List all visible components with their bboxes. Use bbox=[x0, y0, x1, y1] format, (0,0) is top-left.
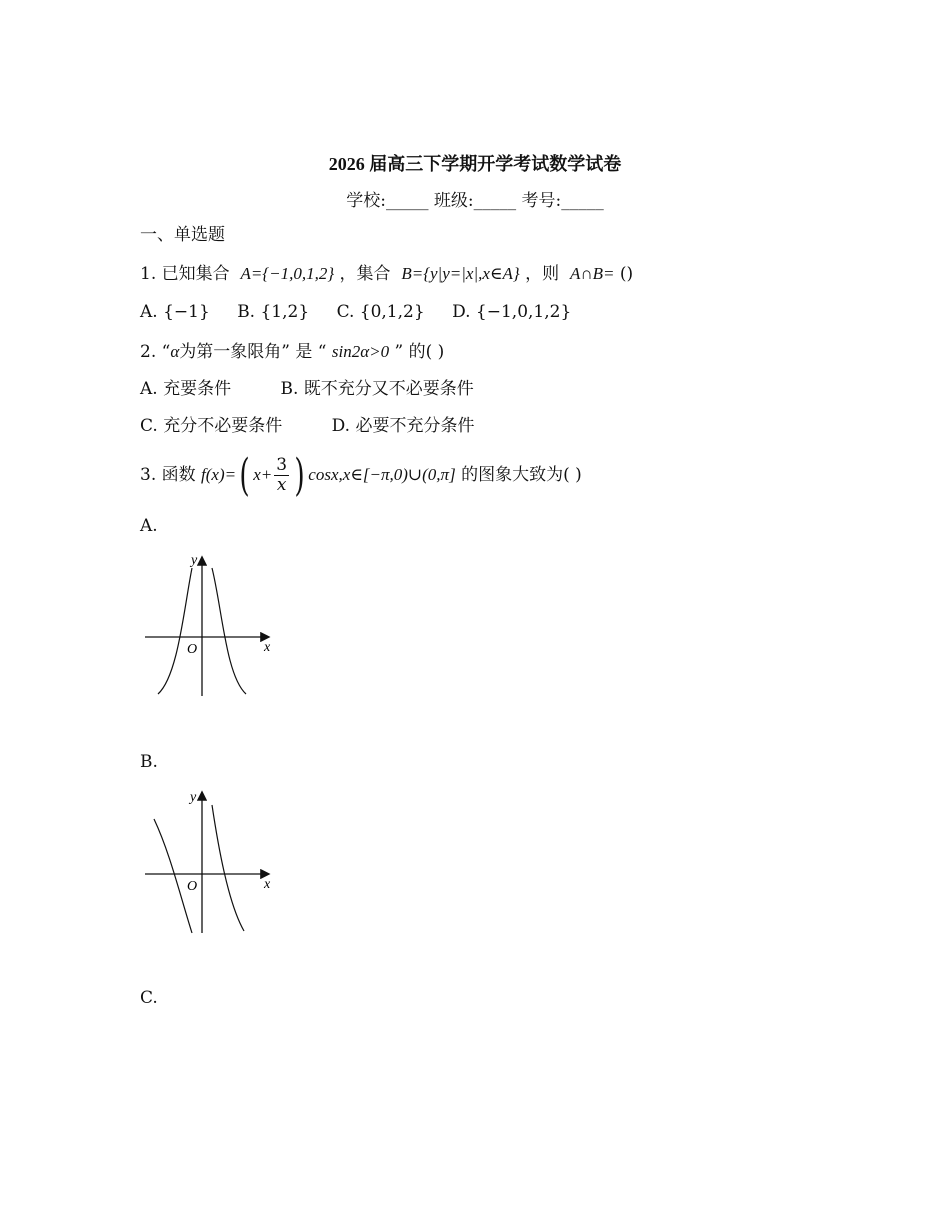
fraction-denominator: x bbox=[276, 475, 287, 495]
curve-right bbox=[212, 568, 246, 694]
left-paren: ( bbox=[239, 449, 250, 501]
option-c[interactable]: C. 充分不必要条件 bbox=[140, 416, 283, 436]
question-2-text-b: 为第一象限角” 是 “ bbox=[179, 342, 327, 362]
set-a: A={−1,0,1,2} bbox=[240, 264, 335, 283]
curve-right bbox=[212, 805, 244, 931]
origin-label: O bbox=[187, 879, 198, 894]
option-b-label[interactable]: B. bbox=[140, 752, 158, 772]
y-axis-label: y bbox=[190, 790, 197, 805]
question-1-mid: ，集合 bbox=[339, 264, 391, 284]
question-2-options-row-2 bbox=[140, 414, 474, 438]
fraction-numerator: 3 bbox=[276, 455, 288, 475]
y-axis-label: y bbox=[191, 553, 198, 568]
function-tail: cosx,x∈[−π,0)∪(0,π] bbox=[308, 465, 456, 484]
graph-a[interactable] bbox=[140, 548, 280, 703]
fraction bbox=[274, 456, 289, 495]
question-1-ask: A∩B= bbox=[569, 264, 615, 283]
option-d[interactable]: D. {−1,0,1,2} bbox=[452, 302, 572, 322]
option-a[interactable]: A. 充要条件 bbox=[140, 379, 232, 399]
page-title: 2026 届高三下学期开学考试数学试卷 bbox=[328, 154, 622, 174]
question-2-options-row-1 bbox=[140, 377, 474, 401]
exam-number-field: 考号:_____ bbox=[521, 191, 604, 211]
option-c-label[interactable]: C. bbox=[140, 988, 158, 1008]
question-1-intro: 已知集合 bbox=[161, 264, 230, 284]
option-c[interactable]: C. {0,1,2} bbox=[336, 302, 425, 322]
option-a-label[interactable]: A. bbox=[140, 516, 158, 536]
student-info bbox=[0, 186, 950, 211]
question-2-text-c: ” 的( ) bbox=[394, 342, 445, 362]
question-3-ending: 的图象大致为( ) bbox=[461, 465, 582, 485]
question-2-text-a: 2. “ bbox=[140, 342, 171, 362]
section-heading: 一、单选题 bbox=[140, 225, 225, 245]
alpha-symbol: α bbox=[170, 342, 180, 361]
origin-label: O bbox=[187, 642, 198, 657]
question-1-number: 1. bbox=[140, 264, 157, 284]
option-a[interactable]: A. {−1} bbox=[140, 302, 210, 322]
question-1-then: ，则 bbox=[525, 264, 560, 284]
x-axis-label: x bbox=[264, 640, 271, 655]
option-d[interactable]: D. 必要不充分条件 bbox=[331, 416, 475, 436]
curve-left bbox=[158, 568, 192, 694]
curve-left bbox=[154, 819, 192, 933]
option-b[interactable]: B. 既不充分又不必要条件 bbox=[280, 379, 474, 399]
graph-b[interactable] bbox=[140, 785, 280, 940]
function-name: f(x)= bbox=[201, 465, 237, 484]
x-plus: x+ bbox=[253, 465, 273, 484]
question-1 bbox=[140, 262, 633, 286]
question-2 bbox=[140, 340, 444, 364]
set-b: B={y|y=|x|,x∈A} bbox=[401, 264, 520, 283]
class-field: 班级:_____ bbox=[433, 191, 517, 211]
right-paren: ) bbox=[294, 449, 305, 501]
question-3-number: 3. 函数 bbox=[140, 465, 196, 485]
school-field: 学校:_____ bbox=[346, 191, 429, 211]
option-b[interactable]: B. {1,2} bbox=[237, 302, 310, 322]
question-3 bbox=[140, 450, 582, 502]
x-axis-label: x bbox=[264, 877, 271, 892]
condition-expression: sin2α>0 bbox=[331, 342, 390, 361]
question-1-options bbox=[140, 300, 593, 324]
question-1-blank: () bbox=[619, 264, 634, 284]
